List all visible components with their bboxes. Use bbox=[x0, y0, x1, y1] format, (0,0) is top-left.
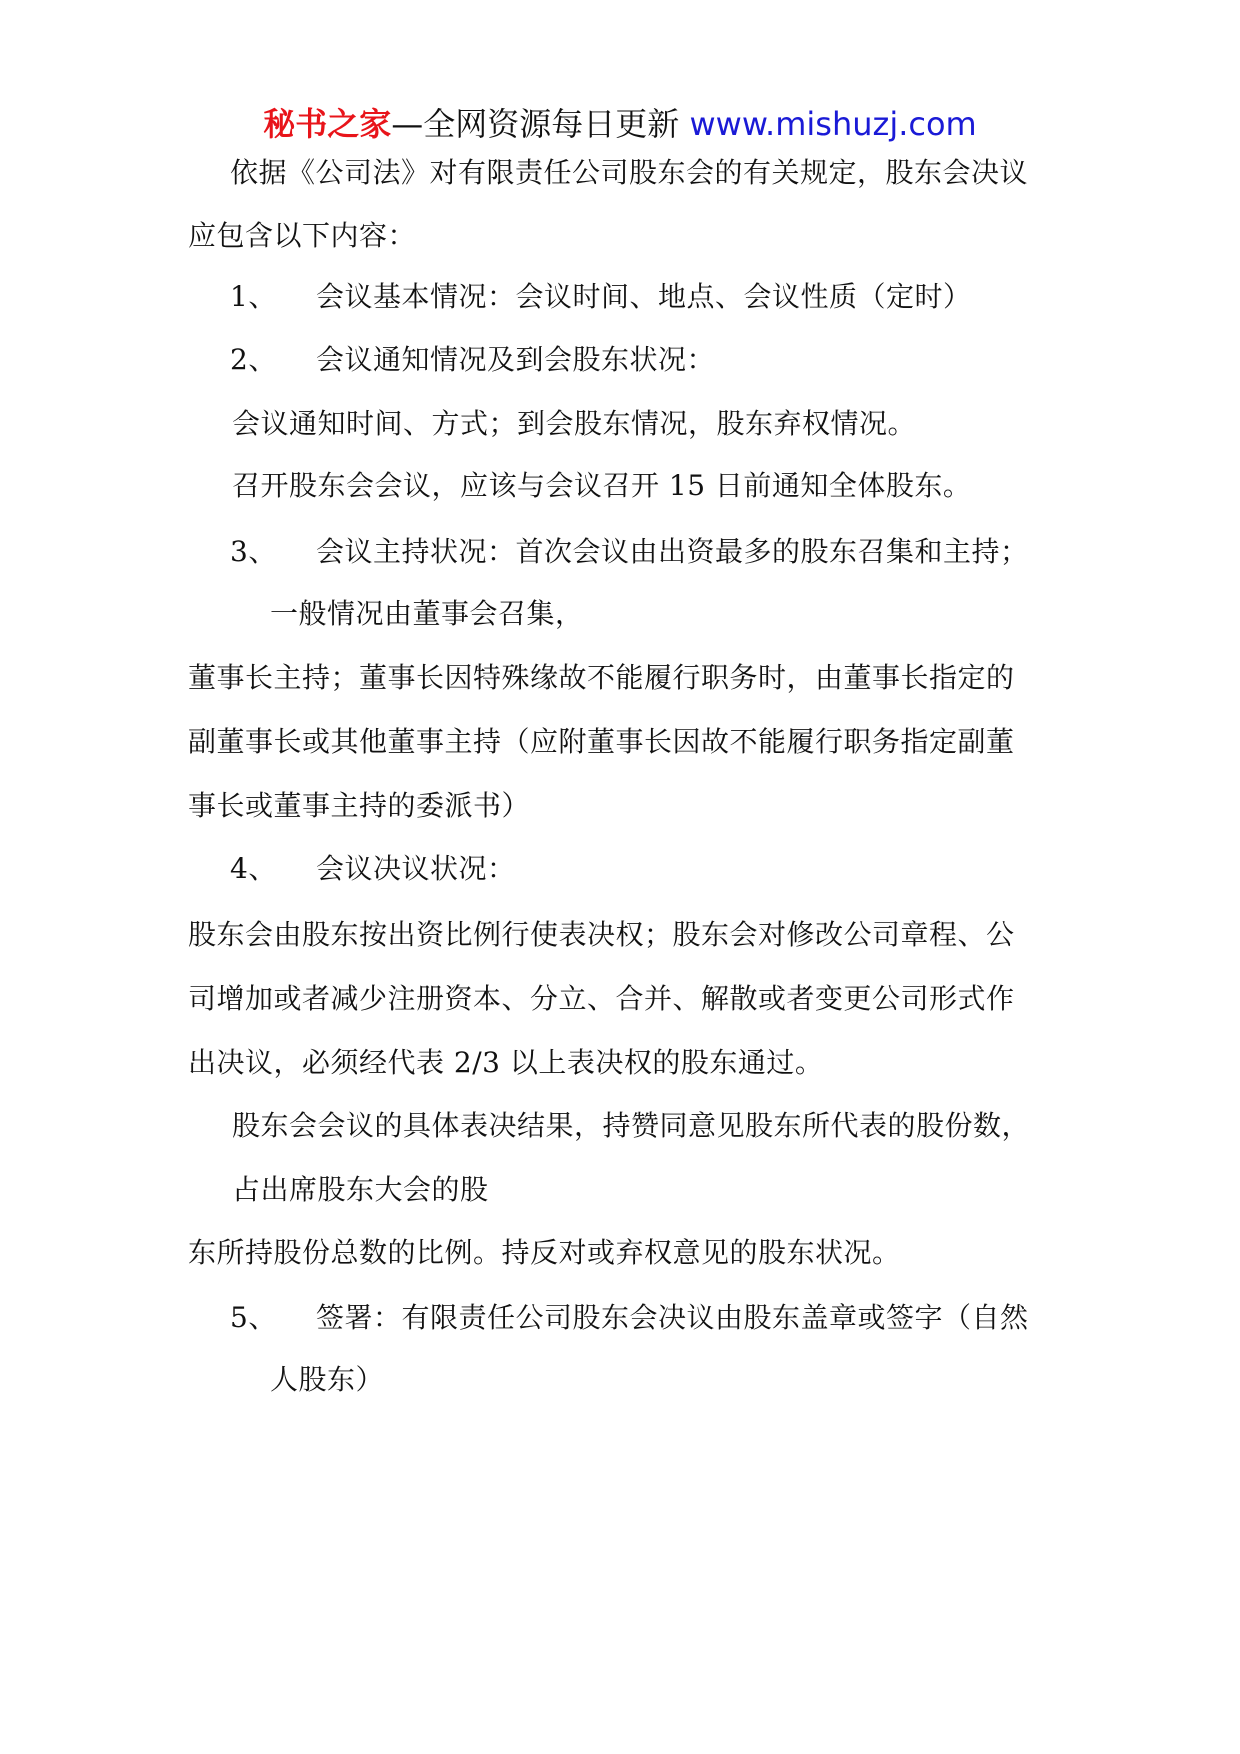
paragraph-line: 召开股东会会议，应该与会议召开 15 日前通知全体股东。 bbox=[232, 469, 972, 502]
list-number: 5、 bbox=[230, 1301, 277, 1334]
list-item-2 bbox=[230, 340, 715, 380]
paragraph-line: 一般情况由董事会召集， bbox=[270, 597, 584, 630]
list-item-4 bbox=[230, 849, 516, 889]
list-number: 4、 bbox=[230, 852, 277, 885]
page-header bbox=[0, 100, 1240, 148]
paragraph-line: 司增加或者减少注册资本、分立、合并、解散或者变更公司形式作 bbox=[188, 982, 1015, 1015]
paragraph-line: 会议通知时间、方式；到会股东情况，股东弃权情况。 bbox=[232, 407, 917, 440]
paragraph-line: 股东会由股东按出资比例行使表决权；股东会对修改公司章程、公 bbox=[188, 918, 1015, 951]
list-number: 3、 bbox=[230, 535, 277, 568]
paragraph-line: 股东会会议的具体表决结果，持赞同意见股东所代表的股份数， bbox=[232, 1109, 1031, 1142]
paragraph-line: 出决议，必须经代表 2/3 以上表决权的股东通过。 bbox=[188, 1046, 824, 1079]
paragraph-line: 占出席股东大会的股 bbox=[232, 1173, 489, 1206]
list-number: 2、 bbox=[230, 343, 277, 376]
paragraph-line: 人股东） bbox=[270, 1363, 385, 1396]
paragraph-line: 东所持股份总数的比例。持反对或弃权意见的股东状况。 bbox=[188, 1236, 901, 1269]
paragraph-line: 依据《公司法》对有限责任公司股东会的有关规定，股东会决议 bbox=[230, 156, 1029, 189]
paragraph-line: 事长或董事主持的委派书） bbox=[188, 789, 531, 822]
header-tagline: —全网资源每日更新 bbox=[391, 105, 690, 143]
list-item-5 bbox=[230, 1298, 1029, 1338]
list-item-text: 会议决议状况： bbox=[316, 852, 516, 885]
header-url[interactable]: www.mishuzj.com bbox=[689, 105, 977, 143]
paragraph-line: 董事长主持；董事长因特殊缘故不能履行职务时，由董事长指定的 bbox=[188, 661, 1015, 694]
list-item-text: 会议基本情况：会议时间、地点、会议性质（定时） bbox=[316, 280, 972, 313]
paragraph-line: 副董事长或其他董事主持（应附董事长因故不能履行职务指定副董 bbox=[188, 725, 1015, 758]
paragraph-line: 应包含以下内容： bbox=[188, 219, 417, 252]
list-item-text: 签署：有限责任公司股东会决议由股东盖章或签字（自然 bbox=[316, 1301, 1029, 1334]
list-item-1 bbox=[230, 277, 972, 317]
list-item-text: 会议通知情况及到会股东状况： bbox=[316, 343, 716, 376]
header-brand: 秘书之家 bbox=[263, 105, 392, 143]
list-number: 1、 bbox=[230, 280, 277, 313]
list-item-text: 会议主持状况：首次会议由出资最多的股东召集和主持； bbox=[316, 535, 1029, 568]
list-item-3 bbox=[230, 532, 1029, 572]
